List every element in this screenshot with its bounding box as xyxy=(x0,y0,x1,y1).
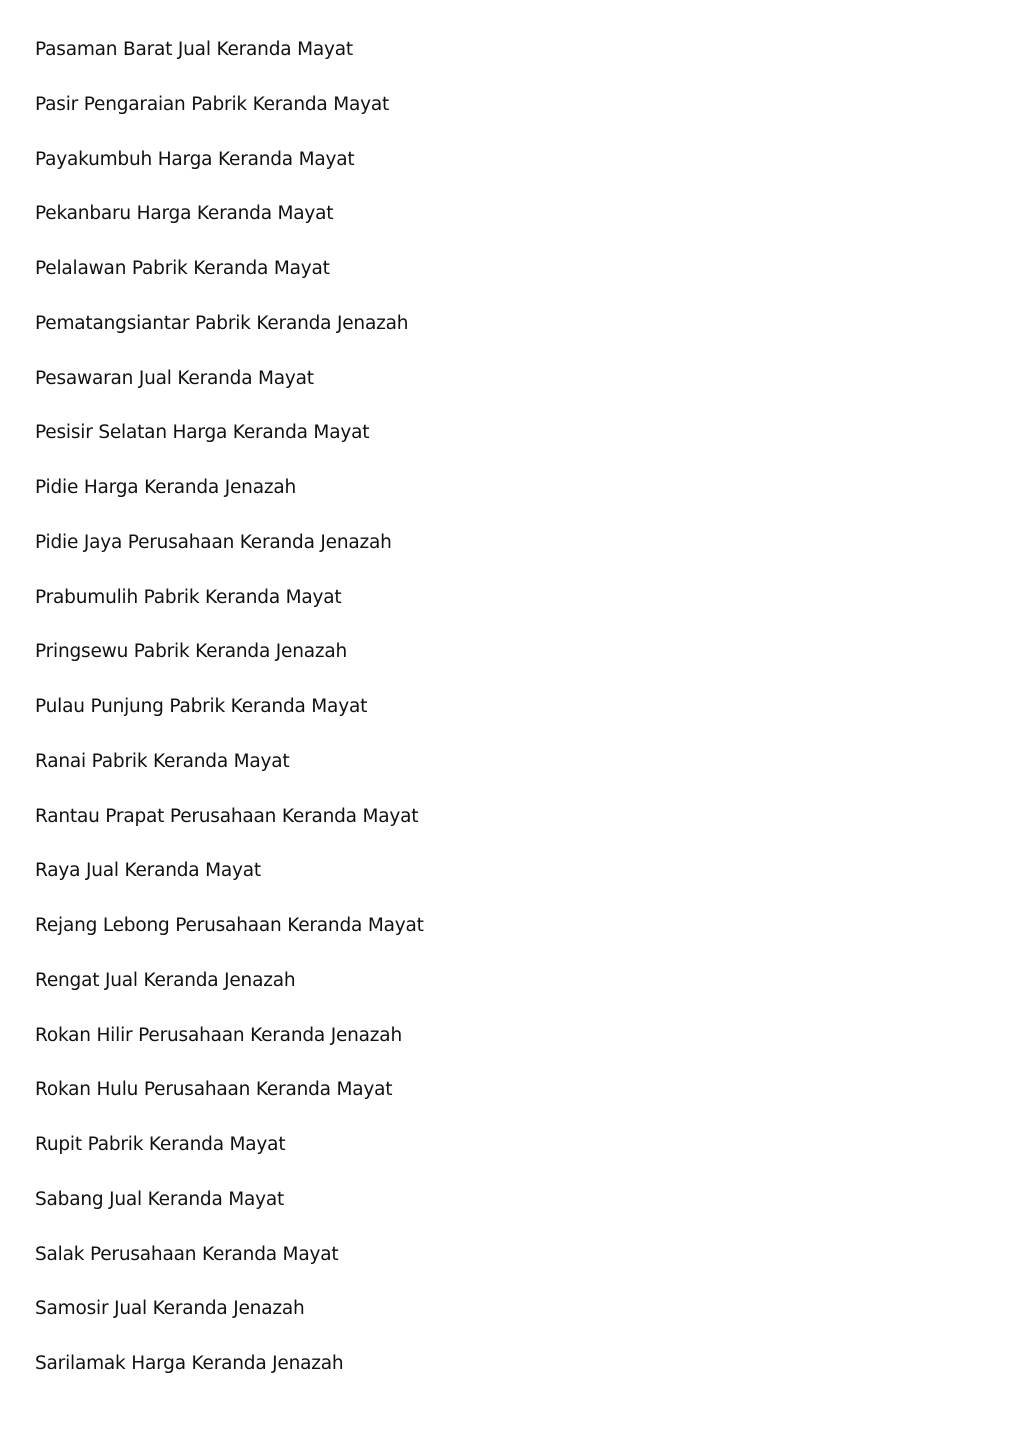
list-item[interactable] xyxy=(35,1295,424,1350)
link-text[interactable]: Sarilamak Harga Keranda Jenazah xyxy=(35,1353,344,1374)
list-item[interactable] xyxy=(35,1186,424,1241)
list-item[interactable] xyxy=(35,693,424,748)
list-item[interactable] xyxy=(35,365,424,420)
list-item[interactable] xyxy=(35,638,424,693)
list-item[interactable] xyxy=(35,255,424,310)
list-item[interactable] xyxy=(35,36,424,91)
list-item[interactable] xyxy=(35,584,424,639)
list-item[interactable] xyxy=(35,1241,424,1296)
link-text[interactable]: Pidie Jaya Perusahaan Keranda Jenazah xyxy=(35,531,392,553)
link-text[interactable]: Rejang Lebong Perusahaan Keranda Mayat xyxy=(35,915,424,936)
link-text[interactable]: Pidie Harga Keranda Jenazah xyxy=(35,477,297,498)
list-item[interactable] xyxy=(35,1076,424,1131)
link-text[interactable]: Raya Jual Keranda Mayat xyxy=(35,860,261,882)
list-item[interactable] xyxy=(35,529,424,584)
link-text[interactable]: Pulau Punjung Pabrik Keranda Mayat xyxy=(35,696,368,717)
link-text[interactable]: Pematangsiantar Pabrik Keranda Jenazah xyxy=(35,312,409,334)
list-item[interactable] xyxy=(35,1022,424,1077)
link-text[interactable]: Pelalawan Pabrik Keranda Mayat xyxy=(35,258,330,279)
link-text[interactable]: Pekanbaru Harga Keranda Mayat xyxy=(35,203,334,225)
link-text[interactable]: Prabumulih Pabrik Keranda Mayat xyxy=(35,586,342,608)
list-item[interactable] xyxy=(35,748,424,803)
list-item[interactable] xyxy=(35,419,424,474)
list-item[interactable] xyxy=(35,1131,424,1186)
link-text[interactable]: Salak Perusahaan Keranda Mayat xyxy=(35,1243,339,1265)
list-item[interactable] xyxy=(35,310,424,365)
list-item[interactable] xyxy=(35,967,424,1022)
link-text[interactable]: Pasir Pengaraian Pabrik Keranda Mayat xyxy=(35,93,390,115)
list-item[interactable] xyxy=(35,1350,424,1405)
link-text[interactable]: Pesisir Selatan Harga Keranda Mayat xyxy=(35,422,370,444)
link-text[interactable]: Rengat Jual Keranda Jenazah xyxy=(35,969,296,991)
link-text[interactable]: Pesawaran Jual Keranda Mayat xyxy=(35,367,314,389)
link-text[interactable]: Ranai Pabrik Keranda Mayat xyxy=(35,750,290,772)
link-text[interactable]: Sabang Jual Keranda Mayat xyxy=(35,1188,285,1210)
list-item[interactable] xyxy=(35,857,424,912)
link-text[interactable]: Rupit Pabrik Keranda Mayat xyxy=(35,1134,286,1155)
link-text[interactable]: Pasaman Barat Jual Keranda Mayat xyxy=(35,39,353,60)
link-text[interactable]: Rokan Hulu Perusahaan Keranda Mayat xyxy=(35,1079,393,1101)
list-item[interactable] xyxy=(35,803,424,858)
list-item[interactable] xyxy=(35,912,424,967)
link-text[interactable]: Pringsewu Pabrik Keranda Jenazah xyxy=(35,641,348,663)
location-link-list xyxy=(35,36,424,1405)
link-text[interactable]: Rantau Prapat Perusahaan Keranda Mayat xyxy=(35,805,419,827)
list-item[interactable] xyxy=(35,474,424,529)
link-text[interactable]: Payakumbuh Harga Keranda Mayat xyxy=(35,148,355,170)
list-item[interactable] xyxy=(35,200,424,255)
list-item[interactable] xyxy=(35,91,424,146)
list-item[interactable] xyxy=(35,146,424,201)
link-text[interactable]: Rokan Hilir Perusahaan Keranda Jenazah xyxy=(35,1024,402,1046)
link-text[interactable]: Samosir Jual Keranda Jenazah xyxy=(35,1298,305,1320)
